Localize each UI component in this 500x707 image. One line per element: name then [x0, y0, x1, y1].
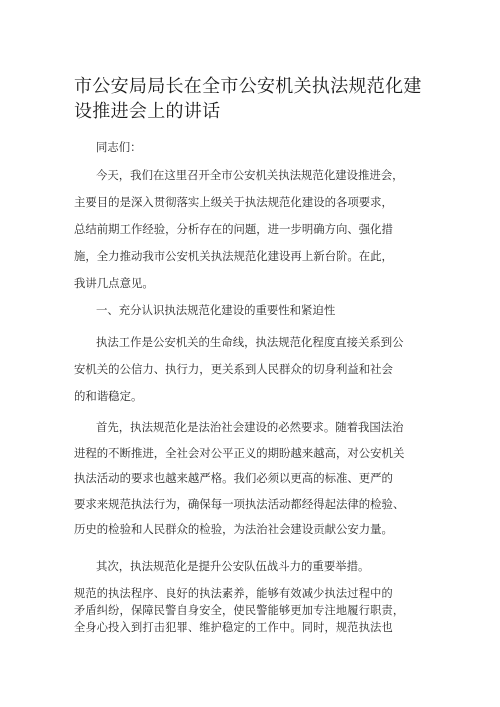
- title-line: 市公安局局长在全市公安机关执法规范化建: [74, 76, 422, 97]
- paragraph-line: 今天，我们在这里召开全市公安机关执法规范化建设推进会，: [96, 168, 404, 182]
- paragraph-line: 历史的检验和人民群众的检验，为法治社会建设贡献公安力量。: [74, 522, 393, 536]
- salutation: [96, 134, 456, 161]
- title-line: 设推进会上的讲话: [74, 101, 221, 122]
- paragraph-line: 的和谐稳定。: [74, 389, 143, 403]
- paragraph-intro: [74, 162, 434, 297]
- paragraph-line: 主要目的是深入贯彻落实上级关于执法规范化建设的各项要求，: [74, 195, 393, 209]
- paragraph-line: 执法工作是公安机关的生命线，执法规范化程度直接关系到公: [96, 335, 404, 349]
- document-title: [74, 74, 434, 124]
- paragraph-line: 执法活动的要求也越来越严格。我们必须以更高的标准、更严的: [74, 471, 393, 485]
- paragraph-line: 矛盾纠纷，保障民警自身安全，使民警能够更加专注地履行职责，: [74, 604, 405, 617]
- paragraph-line: 全身心投入到打击犯罪、维护稳定的工作中。同时，规范执法也: [74, 621, 393, 634]
- paragraph-3: [74, 553, 434, 580]
- paragraph-1: [74, 329, 434, 410]
- paragraph-line: 要求来规范执法行为，确保每一项执法活动都经得起法律的检验、: [74, 496, 405, 511]
- paragraph-line: 规范的执法程序、良好的执法素养，能够有效减少执法过程中的: [74, 587, 393, 600]
- salutation-text: 同志们：: [96, 140, 142, 154]
- paragraph-line: 其次，执法规范化是提升公安队伍战斗力的重要举措。: [96, 559, 370, 573]
- paragraph-line: 首先，执法规范化是法治社会建设的必然要求。随着我国法治: [96, 420, 404, 434]
- paragraph-line: 施，全力推动我市公安机关执法规范化建设再上新台阶。在此，: [74, 249, 393, 263]
- paragraph-4: [74, 585, 434, 636]
- paragraph-2: [74, 415, 434, 543]
- paragraph-line: 安机关的公信力、执行力，更关系到人民群众的切身利益和社会: [74, 362, 393, 376]
- section-heading-text: 一、充分认识执法规范化建设的重要性和紧迫性: [96, 303, 336, 317]
- paragraph-line: 我讲几点意见。: [74, 276, 154, 290]
- paragraph-line: 总结前期工作经验，分析存在的问题，进一步明确方向、强化措: [74, 222, 393, 236]
- paragraph-line: 进程的不断推进，全社会对公平正义的期盼越来越高，对公安机关: [74, 445, 405, 460]
- section-heading-1: [74, 297, 434, 324]
